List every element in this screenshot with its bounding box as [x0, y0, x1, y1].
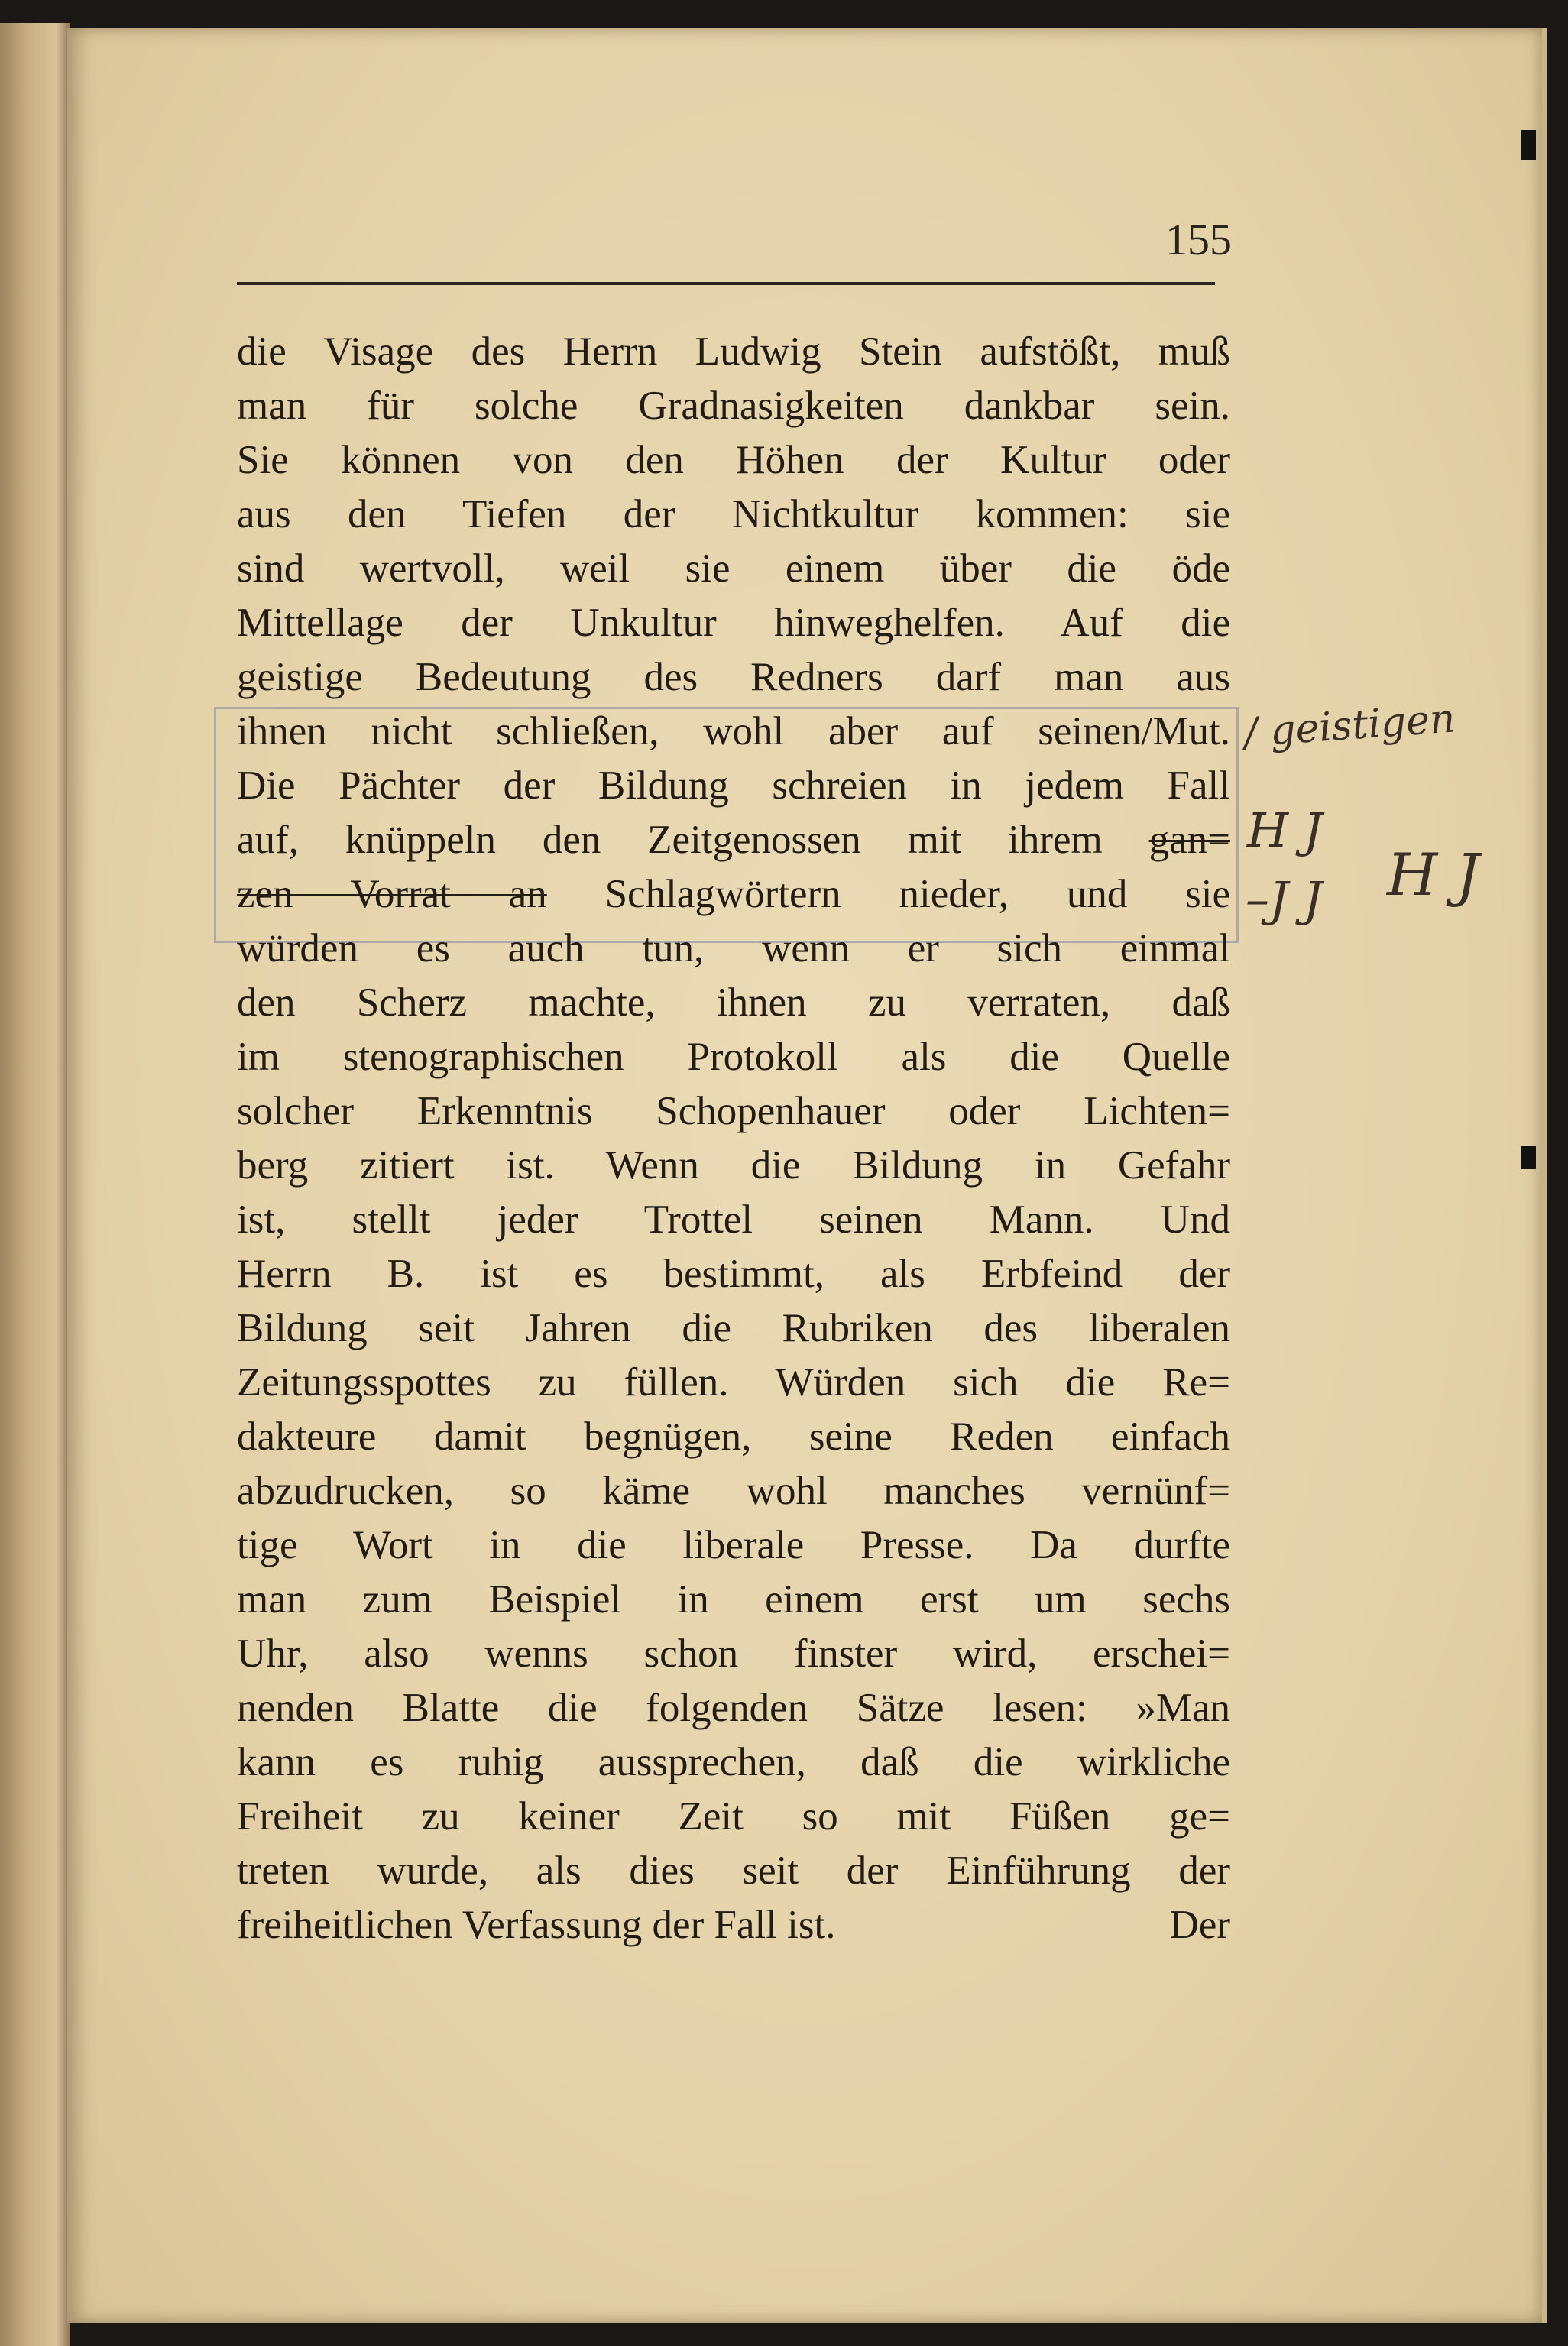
- text-line-corrected: [237, 813, 1230, 867]
- text-line: Die Pächter der Bildung schreien in jedem Fall: [237, 763, 1230, 808]
- text-line: solcher Erkenntnis Schopenhauer oder Lichten=: [237, 1089, 1230, 1133]
- text-line-last: [237, 1898, 1230, 1952]
- text-line: Herrn B. ist es bestimmt, als Erbfeind der: [237, 1252, 1230, 1296]
- page-number: 155: [1165, 215, 1232, 264]
- text-line: ihnen nicht schließen, wohl aber auf seinen/Mut.: [237, 709, 1230, 753]
- catchword: Der: [1169, 1903, 1230, 1947]
- text-line: aus den Tiefen der Nichtkultur kommen: sie: [237, 492, 1230, 536]
- handwritten-note: –J J: [1246, 871, 1323, 927]
- handwritten-note: H J: [1387, 841, 1479, 909]
- handwritten-note: / geistigen: [1242, 695, 1457, 757]
- text-line: den Scherz machte, ihnen zu verraten, daß: [237, 980, 1230, 1025]
- text-line: tige Wort in die liberale Presse. Da durfte: [237, 1523, 1230, 1567]
- adjacent-page-edge: [0, 23, 70, 2346]
- text-line: würden es auch tun, wenn er sich einmal: [237, 926, 1230, 970]
- line-text: freiheitlichen Verfassung der Fall ist.: [237, 1903, 836, 1947]
- text-line: treten wurde, als dies seit der Einführung der: [237, 1849, 1230, 1893]
- text-line: Sie können von den Höhen der Kultur oder: [237, 438, 1230, 482]
- line-text: Schlagwörtern nieder, und sie: [604, 872, 1231, 916]
- text-line: kann es ruhig aussprechen, daß die wirkliche: [237, 1740, 1230, 1784]
- text-line: Uhr, also wenns schon finster wird, erschei=: [237, 1632, 1230, 1676]
- page-edge-damage: [1521, 1146, 1536, 1169]
- line-text: auf, knüppeln den Zeitgenossen mit ihrem: [237, 818, 1103, 862]
- body-text: [237, 325, 1230, 1952]
- text-line: die Visage des Herrn Ludwig Stein aufstößt, muß: [237, 329, 1230, 374]
- text-line: berg zitiert ist. Wenn die Bildung in Gefahr: [237, 1143, 1230, 1188]
- text-line: Bildung seit Jahren die Rubriken des liberalen: [237, 1306, 1230, 1350]
- text-line: abzudrucken, so käme wohl manches vernünf=: [237, 1469, 1230, 1513]
- text-line: im stenographischen Protokoll als die Quelle: [237, 1035, 1230, 1079]
- text-line: Mittellage der Unkultur hinweghelfen. Auf die: [237, 601, 1230, 645]
- text-line: sind wertvoll, weil sie einem über die öde: [237, 546, 1230, 591]
- text-line: man für solche Gradnasigkeiten dankbar sein.: [237, 384, 1230, 428]
- page-edge-damage: [1521, 130, 1536, 160]
- text-line: Zeitungsspottes zu füllen. Würden sich die Re=: [237, 1360, 1230, 1405]
- text-line: Freiheit zu keiner Zeit so mit Füßen ge=: [237, 1794, 1230, 1839]
- text-line-corrected: [237, 867, 1230, 922]
- handwritten-note: H J: [1247, 802, 1323, 858]
- text-line: geistige Bedeutung des Redners darf man aus: [237, 655, 1230, 699]
- text-line: ist, stellt jeder Trottel seinen Mann. Und: [237, 1197, 1230, 1242]
- text-line: nenden Blatte die folgenden Sätze lesen: »Man: [237, 1686, 1230, 1730]
- text-line: dakteure damit begnügen, seine Reden einfach: [237, 1414, 1230, 1459]
- header-rule: [237, 282, 1215, 285]
- struck-text: gan=: [1148, 818, 1230, 862]
- text-line: man zum Beispiel in einem erst um sechs: [237, 1577, 1230, 1622]
- struck-text: zen Vorrat an: [237, 872, 547, 916]
